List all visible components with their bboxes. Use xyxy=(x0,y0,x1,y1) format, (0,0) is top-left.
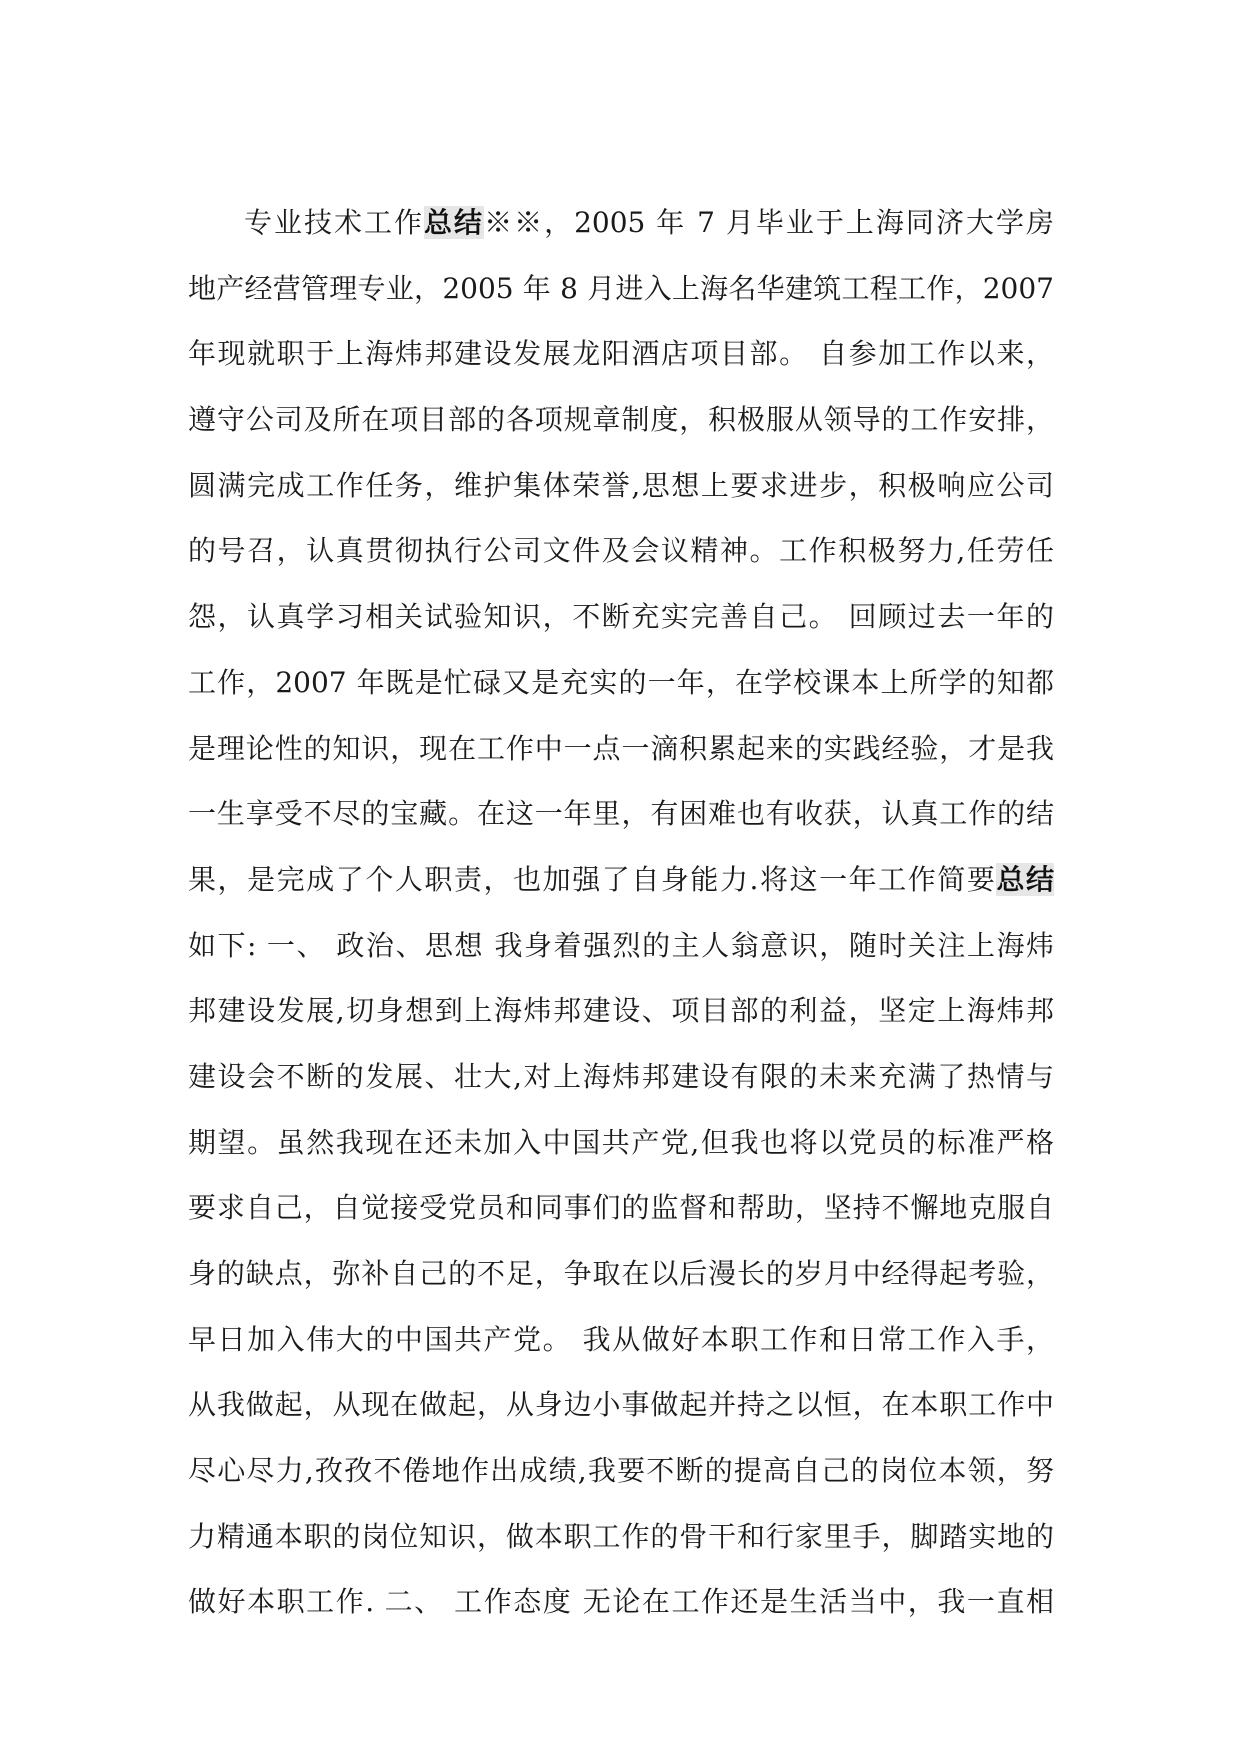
text-line xyxy=(188,1310,1054,1376)
text-run: 期望。虽然我现在还未加入中国共产党,但我也将以党员的标准严格 xyxy=(188,1125,1054,1159)
text-run: 遵守公司及所在项目部的各项规章制度，积极服从领导的工作安排， xyxy=(188,403,1054,437)
text-run: 力精通本职的岗位知识，做本职工作的骨干和行家里手，脚踏实地的 xyxy=(188,1519,1054,1553)
text-run: 圆满完成工作任务，维护集体荣誉,思想上要求进步，积极响应公司 xyxy=(188,468,1054,502)
text-line xyxy=(188,521,1054,587)
text-line xyxy=(188,981,1054,1047)
text-line xyxy=(188,1375,1054,1441)
document-body xyxy=(188,193,1054,1638)
text-run: 果，是完成了个人职责，也加强了自身能力.将这一年工作简要 xyxy=(188,862,997,896)
text-run: 工作，2007 年既是忙碌又是充实的一年，在学校课本上所学的知都 xyxy=(188,665,1054,699)
text-run: 邦建设发展,切身想到上海炜邦建设、项目部的利益，坚定上海炜邦 xyxy=(188,994,1054,1028)
text-run: 建设会不断的发展、壮大,对上海炜邦建设有限的未来充满了热情与 xyxy=(188,1059,1054,1093)
text-line xyxy=(188,587,1054,653)
text-line xyxy=(188,1113,1054,1179)
text-run: 做好本职工作. 二、 工作态度 无论在工作还是生活当中，我一直相 xyxy=(188,1585,1054,1619)
text-line xyxy=(188,1441,1054,1507)
text-line xyxy=(188,193,1054,259)
text-run: 怨，认真学习相关试验知识，不断充实完善自己。 回顾过去一年的 xyxy=(188,600,1054,634)
highlighted-keyword: 总结 xyxy=(996,862,1054,896)
text-run: 从我做起，从现在做起，从身边小事做起并持之以恒，在本职工作中 xyxy=(188,1388,1054,1422)
text-run: 的号召，认真贯彻执行公司文件及会议精神。工作积极努力,任劳任 xyxy=(188,534,1054,568)
text-run: 要求自己，自觉接受党员和同事们的监督和帮助，坚持不懈地克服自 xyxy=(188,1191,1054,1225)
text-run: 早日加入伟大的中国共产党。 我从做好本职工作和日常工作入手， xyxy=(188,1322,1054,1356)
text-line xyxy=(188,324,1054,390)
text-run: 年现就职于上海炜邦建设发展龙阳酒店项目部。 自参加工作以来， xyxy=(188,337,1054,371)
text-line xyxy=(188,1178,1054,1244)
text-line xyxy=(188,390,1054,456)
text-line xyxy=(188,916,1054,982)
text-line xyxy=(188,1047,1054,1113)
text-run: 如下: 一、 政治、思想 我身着强烈的主人翁意识，随时关注上海炜 xyxy=(188,928,1054,962)
text-run: 是理论性的知识，现在工作中一点一滴积累起来的实践经验，才是我 xyxy=(188,731,1054,765)
text-line xyxy=(188,259,1054,325)
text-run: 地产经营管理专业，2005 年 8 月进入上海名华建筑工程工作，2007 xyxy=(188,271,1054,305)
text-line xyxy=(188,653,1054,719)
text-line xyxy=(188,719,1054,785)
text-line xyxy=(188,1572,1054,1638)
text-run: ※※，2005 年 7 月毕业于上海同济大学房 xyxy=(484,206,1054,239)
text-run: 尽心尽力,孜孜不倦地作出成绩,我要不断的提高自己的岗位本领，努 xyxy=(188,1454,1054,1488)
text-line xyxy=(188,784,1054,850)
text-line xyxy=(188,1507,1054,1573)
highlighted-keyword: 总结 xyxy=(424,206,485,239)
text-run: 身的缺点，弥补自己的不足，争取在以后漫长的岁月中经得起考验， xyxy=(188,1257,1054,1290)
text-run: 一生享受不尽的宝藏。在这一年里，有困难也有收获，认真工作的结 xyxy=(188,797,1054,831)
text-line xyxy=(188,850,1054,916)
text-line xyxy=(188,1244,1054,1310)
text-line xyxy=(188,456,1054,522)
text-run: 专业技术工作 xyxy=(244,206,425,239)
